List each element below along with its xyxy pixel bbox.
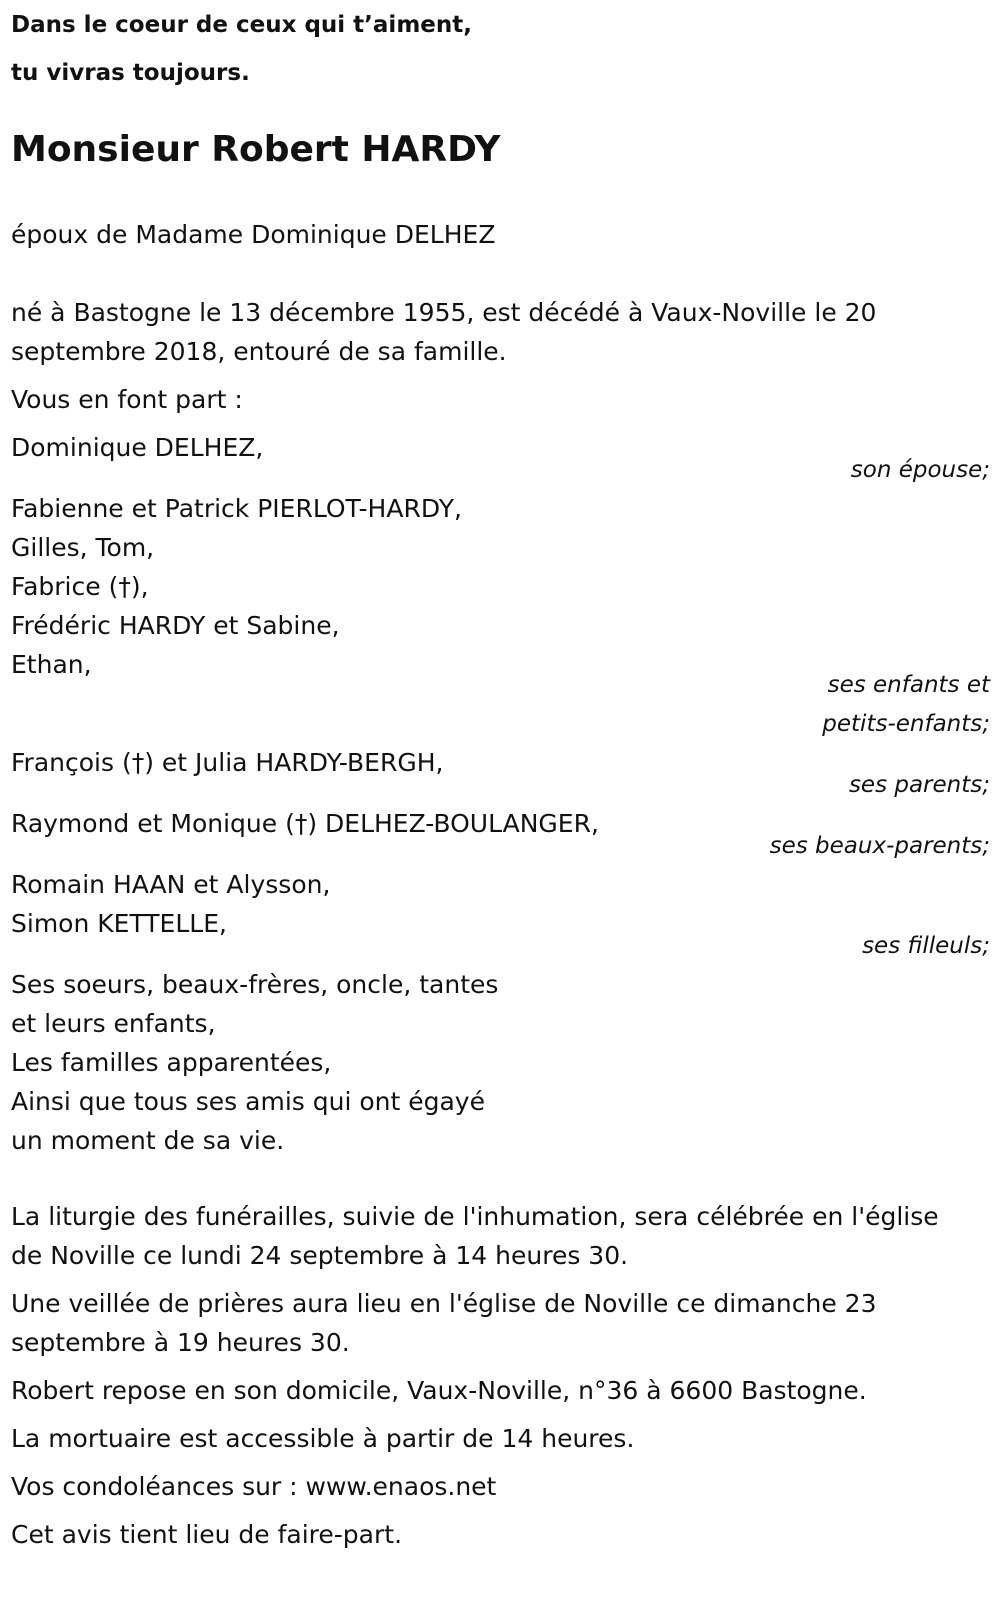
parents-name: François (†) et Julia HARDY-BERGH, [11,748,444,777]
others-line: Ses soeurs, beaux-frères, oncle, tantes [11,970,499,999]
godchild-line: Romain HAAN et Alysson, [11,870,331,899]
children-relation-line-1: ses enfants et [827,672,990,698]
spouse-relation: son épouse; [850,457,990,483]
deceased-name: Monsieur Robert HARDY [11,129,501,170]
epigraph-line-2: tu vivras toujours. [11,60,250,86]
liturgy-line-1: La liturgie des funérailles, suivie de l'inhumation, sera célébrée en l'église [11,1202,939,1231]
in-laws-relation: ses beaux-parents; [769,833,990,859]
child-line: Fabienne et Patrick PIERLOT-HARDY, [11,494,462,523]
godchildren-relation: ses filleuls; [862,933,990,959]
mortuary-line: La mortuaire est accessible à partir de 14 heures. [11,1424,635,1453]
epigraph-line-1: Dans le coeur de ceux qui t’aiment, [11,12,472,38]
parents-relation: ses parents; [848,772,990,798]
rest-line: Robert repose en son domicile, Vaux-Noville, n°36 à 6600 Bastogne. [11,1376,867,1405]
others-line: Ainsi que tous ses amis qui ont égayé [11,1087,485,1116]
vigil-line-2: septembre à 19 heures 30. [11,1328,350,1357]
notice-line: Cet avis tient lieu de faire-part. [11,1520,403,1549]
child-line: Frédéric HARDY et Sabine, [11,611,340,640]
others-line: et leurs enfants, [11,1009,216,1038]
vigil-line-1: Une veillée de prières aura lieu en l'église de Noville ce dimanche 23 [11,1289,877,1318]
godchild-line: Simon KETTELLE, [11,909,227,938]
liturgy-line-2: de Noville ce lundi 24 septembre à 14 heures 30. [11,1241,629,1270]
child-line: Fabrice (†), [11,572,149,601]
others-line: Les familles apparentées, [11,1048,332,1077]
birth-death-line-1: né à Bastogne le 13 décembre 1955, est décédé à Vaux-Noville le 20 [11,298,877,327]
spouse-name: Dominique DELHEZ, [11,433,264,462]
others-line: un moment de sa vie. [11,1126,285,1155]
child-line: Ethan, [11,650,92,679]
in-laws-name: Raymond et Monique (†) DELHEZ-BOULANGER, [11,809,599,838]
child-line: Gilles, Tom, [11,533,155,562]
children-relation-line-2: petits-enfants; [822,711,990,737]
spouse-line: époux de Madame Dominique DELHEZ [11,220,496,249]
birth-death-line-2: septembre 2018, entouré de sa famille. [11,337,507,366]
announcement-intro: Vous en font part : [11,385,243,414]
condolences-line: Vos condoléances sur : www.enaos.net [11,1472,497,1501]
